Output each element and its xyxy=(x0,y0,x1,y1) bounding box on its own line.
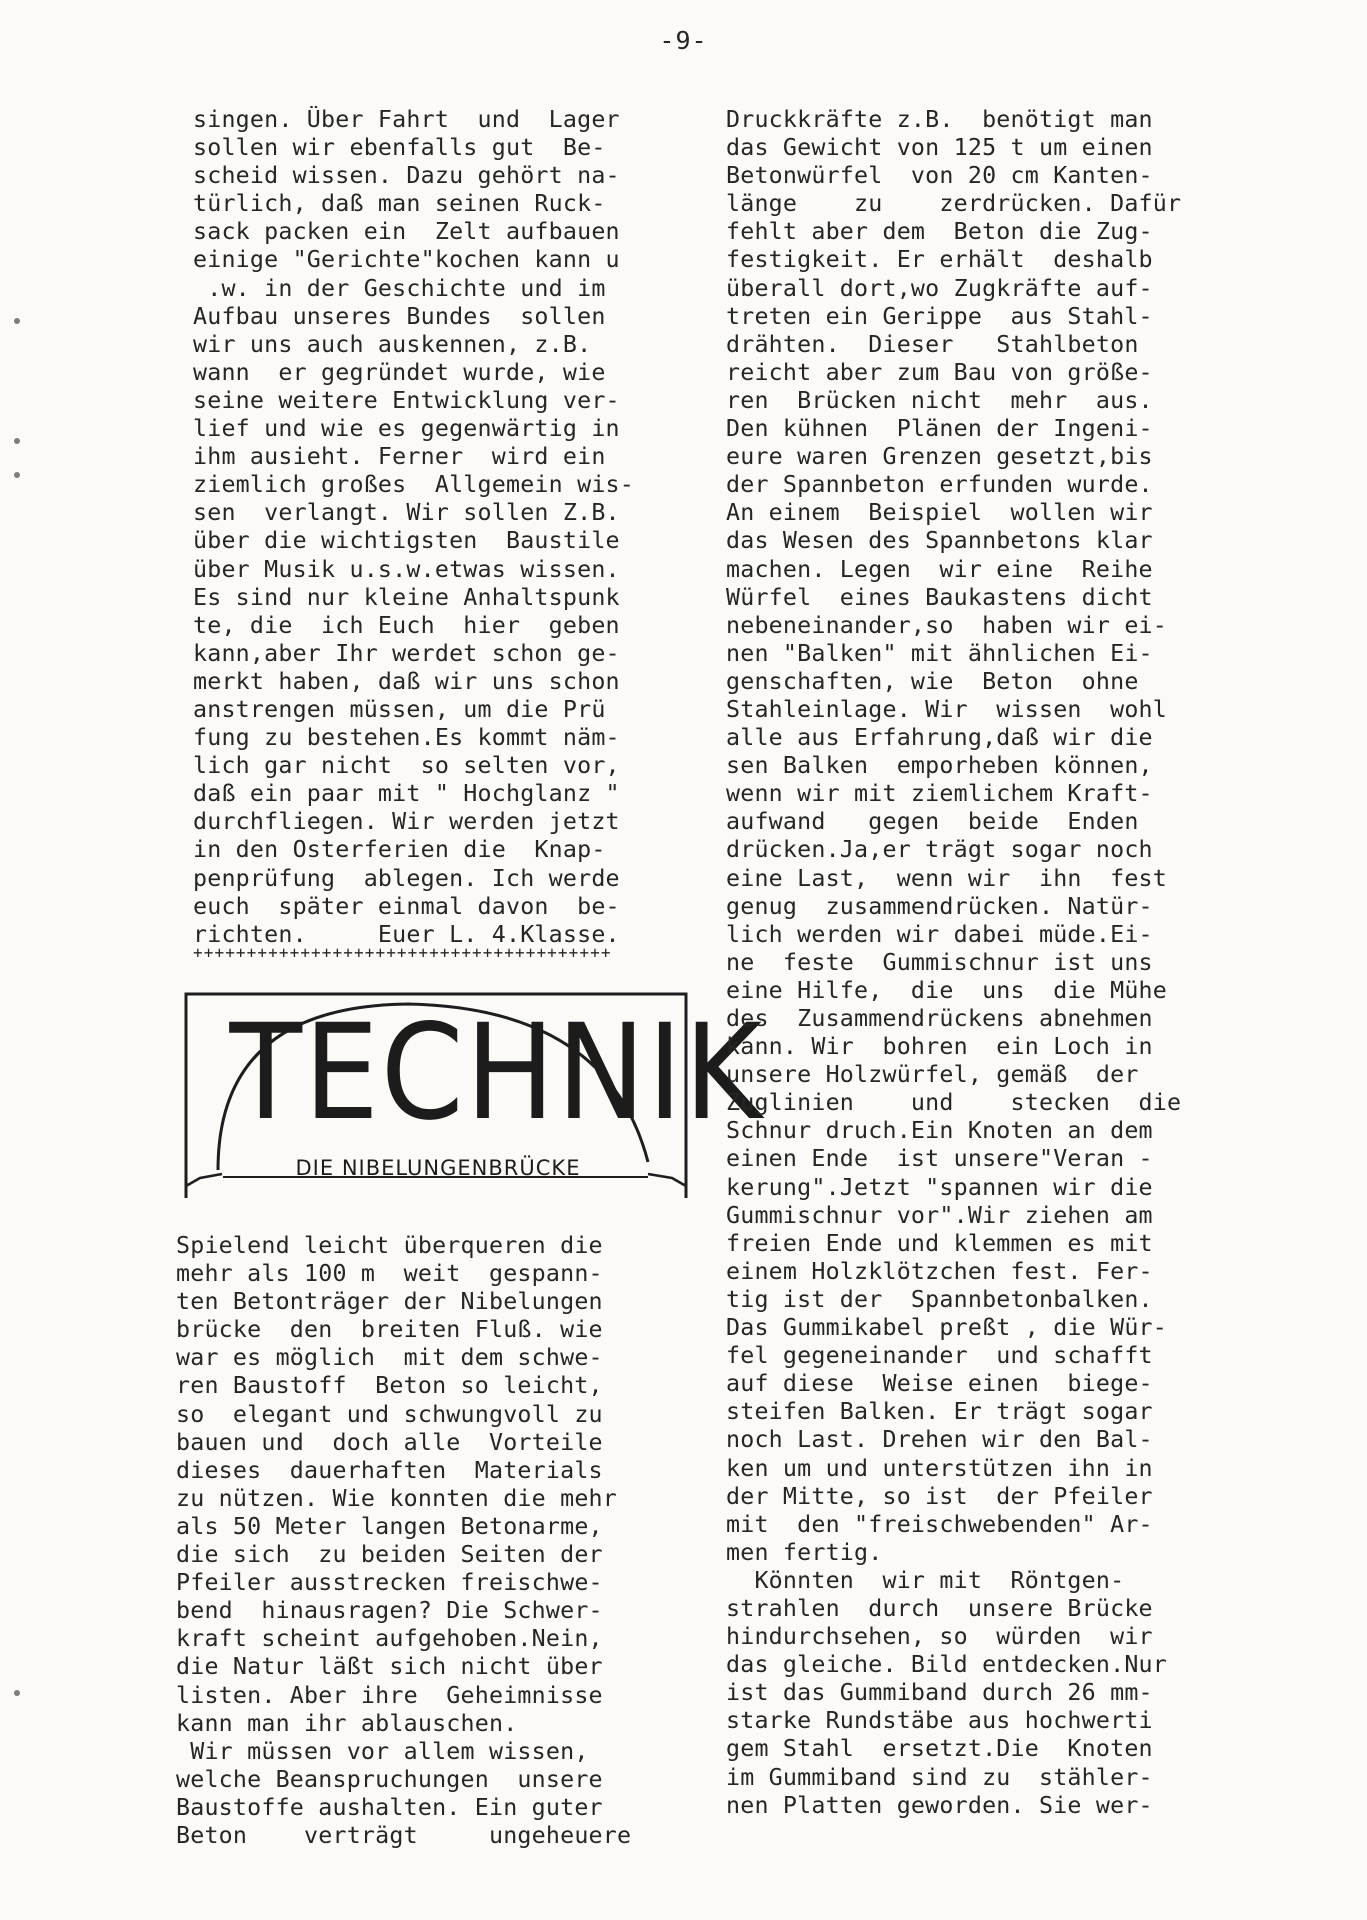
text-line: die sich zu beiden Seiten der xyxy=(176,1541,603,1569)
text-line: te, die ich Euch hier geben xyxy=(193,611,620,639)
text-line: kann,aber Ihr werdet schon ge- xyxy=(193,639,620,667)
text-line: genug zusammendrücken. Natür- xyxy=(726,892,1153,920)
text-line: Beton verträgt ungeheuere xyxy=(176,1821,632,1849)
text-line: Druckkräfte z.B. benötigt man xyxy=(726,106,1153,133)
text-line: das Gewicht von 125 t um einen xyxy=(726,134,1153,162)
text-line: die Natur läßt sich nicht über xyxy=(176,1653,603,1681)
text-line: einige "Gerichte"kochen kann u xyxy=(193,246,620,274)
text-line: wenn wir mit ziemlichem Kraft- xyxy=(726,780,1153,808)
text-line: Schnur druch.Ein Knoten an dem xyxy=(726,1117,1153,1145)
text-line: starke Rundstäbe aus hochwerti xyxy=(726,1707,1153,1735)
text-line: türlich, daß man seinen Ruck- xyxy=(193,190,606,218)
text-line: festigkeit. Er erhält deshalb xyxy=(726,246,1153,274)
text-line: sen verlangt. Wir sollen Z.B. xyxy=(193,499,620,527)
text-line: ken um und unterstützen ihn in xyxy=(726,1454,1153,1482)
text-line: eure waren Grenzen gesetzt,bis xyxy=(726,443,1153,471)
text-line: Baustoffe aushalten. Ein guter xyxy=(176,1793,603,1821)
text-line: nen Platten geworden. Sie wer- xyxy=(726,1791,1153,1819)
right-column-text xyxy=(726,106,1246,1820)
text-line: noch Last. Drehen wir den Bal- xyxy=(726,1426,1153,1454)
logo-subtitle: DIE NIBELUNGENBRÜCKE xyxy=(295,1156,581,1180)
text-line: nebeneinander,so haben wir ei- xyxy=(726,611,1168,639)
text-line: penprüfung ablegen. Ich werde xyxy=(193,864,620,892)
text-line: strahlen durch unsere Brücke xyxy=(726,1594,1153,1622)
text-line: kerung".Jetzt "spannen wir die xyxy=(726,1173,1153,1201)
text-line: .w. in der Geschichte und im xyxy=(193,274,606,302)
text-line: drücken.Ja,er trägt sogar noch xyxy=(726,836,1153,864)
text-line: reicht aber zum Bau von größe- xyxy=(726,358,1153,386)
text-line: lich gar nicht so selten vor, xyxy=(193,752,620,780)
text-line: ne feste Gummischnur ist uns xyxy=(726,948,1153,976)
text-line: ist das Gummiband durch 26 mm- xyxy=(726,1679,1153,1707)
text-line: der Mitte, so ist der Pfeiler xyxy=(726,1482,1153,1510)
text-line: Spielend leicht überqueren die xyxy=(176,1232,603,1259)
text-line: Stahleinlage. Wir wissen wohl xyxy=(726,695,1168,723)
page-number: -9- xyxy=(659,26,708,55)
text-line: Aufbau unseres Bundes sollen xyxy=(193,302,606,330)
margin-mark xyxy=(14,1690,20,1696)
text-line: in den Osterferien die Knap- xyxy=(193,836,606,864)
text-line: machen. Legen wir eine Reihe xyxy=(726,555,1153,583)
logo-title: TECHNIK xyxy=(229,996,764,1150)
plus-separator-line: +++++++++++++++++++++++++++++++++++++++ xyxy=(193,944,612,962)
text-line: als 50 Meter langen Betonarme, xyxy=(176,1512,603,1540)
text-line: ren Brücken nicht mehr aus. xyxy=(726,386,1153,414)
text-line: war es möglich mit dem schwe- xyxy=(176,1344,603,1372)
text-line: sen Balken emporheben können, xyxy=(726,752,1153,780)
text-line: eine Last, wenn wir ihn fest xyxy=(726,864,1168,892)
technik-logo xyxy=(178,990,764,1202)
text-line: ten Betonträger der Nibelungen xyxy=(176,1288,603,1316)
text-line: das gleiche. Bild entdecken.Nur xyxy=(726,1651,1168,1679)
text-line: genschaften, wie Beton ohne xyxy=(726,667,1139,695)
text-line: mit den "freischwebenden" Ar- xyxy=(726,1510,1153,1538)
text-line: länge zu zerdrücken. Dafür xyxy=(726,190,1182,218)
text-line: ren Baustoff Beton so leicht, xyxy=(176,1372,603,1400)
text-line: Betonwürfel von 20 cm Kanten- xyxy=(726,162,1153,190)
text-line: richten. Euer L. 4.Klasse. xyxy=(193,920,620,948)
text-line: seine weitere Entwicklung ver- xyxy=(193,386,620,414)
text-line: welche Beanspruchungen unsere xyxy=(176,1765,603,1793)
text-line: anstrengen müssen, um die Prü xyxy=(193,695,606,723)
text-line: im Gummiband sind zu stähler- xyxy=(726,1763,1153,1791)
text-line: lich werden wir dabei müde.Ei- xyxy=(726,920,1153,948)
text-line: Gummischnur vor".Wir ziehen am xyxy=(726,1201,1153,1229)
text-line: wann er gegründet wurde, wie xyxy=(193,358,606,386)
text-line: so elegant und schwungvoll zu xyxy=(176,1400,603,1428)
text-line: einen Ende ist unsere"Veran - xyxy=(726,1145,1153,1173)
text-line: unsere Holzwürfel, gemäß der xyxy=(726,1061,1139,1089)
text-line: Pfeiler ausstrecken freischwe- xyxy=(176,1569,603,1597)
text-line: treten ein Gerippe aus Stahl- xyxy=(726,302,1153,330)
text-line: daß ein paar mit " Hochglanz " xyxy=(193,780,620,808)
text-line: fel gegeneinander und schafft xyxy=(726,1342,1153,1370)
margin-mark xyxy=(14,472,20,478)
text-line: Würfel eines Baukastens dicht xyxy=(726,583,1153,611)
text-line: tig ist der Spannbetonbalken. xyxy=(726,1285,1153,1313)
text-line: eine Hilfe, die uns die Mühe xyxy=(726,976,1168,1004)
text-line: überall dort,wo Zugkräfte auf- xyxy=(726,274,1153,302)
text-line: des Zusammendrückens abnehmen xyxy=(726,1005,1153,1032)
text-line: auf diese Weise einen biege- xyxy=(726,1370,1153,1398)
text-line: freien Ende und klemmen es mit xyxy=(726,1229,1153,1257)
text-line: steifen Balken. Er trägt sogar xyxy=(726,1398,1153,1426)
text-line: singen. Über Fahrt und Lager xyxy=(193,106,620,133)
text-line: Den kühnen Plänen der Ingeni- xyxy=(726,415,1153,443)
text-line: hindurchsehen, so würden wir xyxy=(726,1623,1153,1651)
text-line: zu nützen. Wie konnten die mehr xyxy=(176,1484,618,1512)
text-line: kann. Wir bohren ein Loch in xyxy=(726,1033,1153,1061)
text-line: der Spannbeton erfunden wurde. xyxy=(726,471,1153,499)
margin-mark xyxy=(14,438,20,444)
text-line: bauen und doch alle Vorteile xyxy=(176,1428,603,1456)
text-line: Könnten wir mit Röntgen- xyxy=(726,1566,1125,1594)
text-line: listen. Aber ihre Geheimnisse xyxy=(176,1681,603,1709)
margin-mark xyxy=(14,318,20,324)
text-line: ihm ausieht. Ferner wird ein xyxy=(193,443,606,471)
text-line: alle aus Erfahrung,daß wir die xyxy=(726,724,1153,752)
left-column-top-text xyxy=(193,106,713,949)
text-line: dieses dauerhaften Materials xyxy=(176,1456,603,1484)
text-line: sack packen ein Zelt aufbauen xyxy=(193,218,620,246)
text-line: An einem Beispiel wollen wir xyxy=(726,499,1153,527)
text-line: euch später einmal davon be- xyxy=(193,892,620,920)
text-line: aufwand gegen beide Enden xyxy=(726,808,1139,836)
text-line: scheid wissen. Dazu gehört na- xyxy=(193,162,620,190)
text-line: wir uns auch auskennen, z.B. xyxy=(193,330,592,358)
text-line: bend hinausragen? Die Schwer- xyxy=(176,1597,603,1625)
text-line: Wir müssen vor allem wissen, xyxy=(176,1737,589,1765)
text-line: über Musik u.s.w.etwas wissen. xyxy=(193,555,620,583)
text-line: men fertig. xyxy=(726,1538,883,1566)
text-line: fung zu bestehen.Es kommt näm- xyxy=(193,724,620,752)
text-line: kraft scheint aufgehoben.Nein, xyxy=(176,1625,603,1653)
text-line: ziemlich großes Allgemein wis- xyxy=(193,471,635,499)
text-line: durchfliegen. Wir werden jetzt xyxy=(193,808,620,836)
text-line: mehr als 100 m weit gespann- xyxy=(176,1260,603,1288)
text-line: sollen wir ebenfalls gut Be- xyxy=(193,134,606,162)
text-line: drähten. Dieser Stahlbeton xyxy=(726,330,1139,358)
text-line: einem Holzklötzchen fest. Fer- xyxy=(726,1257,1153,1285)
text-line: gem Stahl ersetzt.Die Knoten xyxy=(726,1735,1153,1763)
text-line: über die wichtigsten Baustile xyxy=(193,527,620,555)
text-line: das Wesen des Spannbetons klar xyxy=(726,527,1153,555)
text-line: lief und wie es gegenwärtig in xyxy=(193,415,620,443)
text-line: Es sind nur kleine Anhaltspunk xyxy=(193,583,620,611)
text-line: Zuglinien und stecken die xyxy=(726,1089,1182,1117)
left-column-bottom-text xyxy=(176,1232,696,1850)
text-line: fehlt aber dem Beton die Zug- xyxy=(726,218,1153,246)
text-line: brücke den breiten Fluß. wie xyxy=(176,1316,603,1344)
text-line: kann man ihr ablauschen. xyxy=(176,1709,518,1737)
text-line: nen "Balken" mit ähnlichen Ei- xyxy=(726,639,1153,667)
text-line: merkt haben, daß wir uns schon xyxy=(193,667,620,695)
text-line: Das Gummikabel preßt , die Wür- xyxy=(726,1314,1168,1342)
